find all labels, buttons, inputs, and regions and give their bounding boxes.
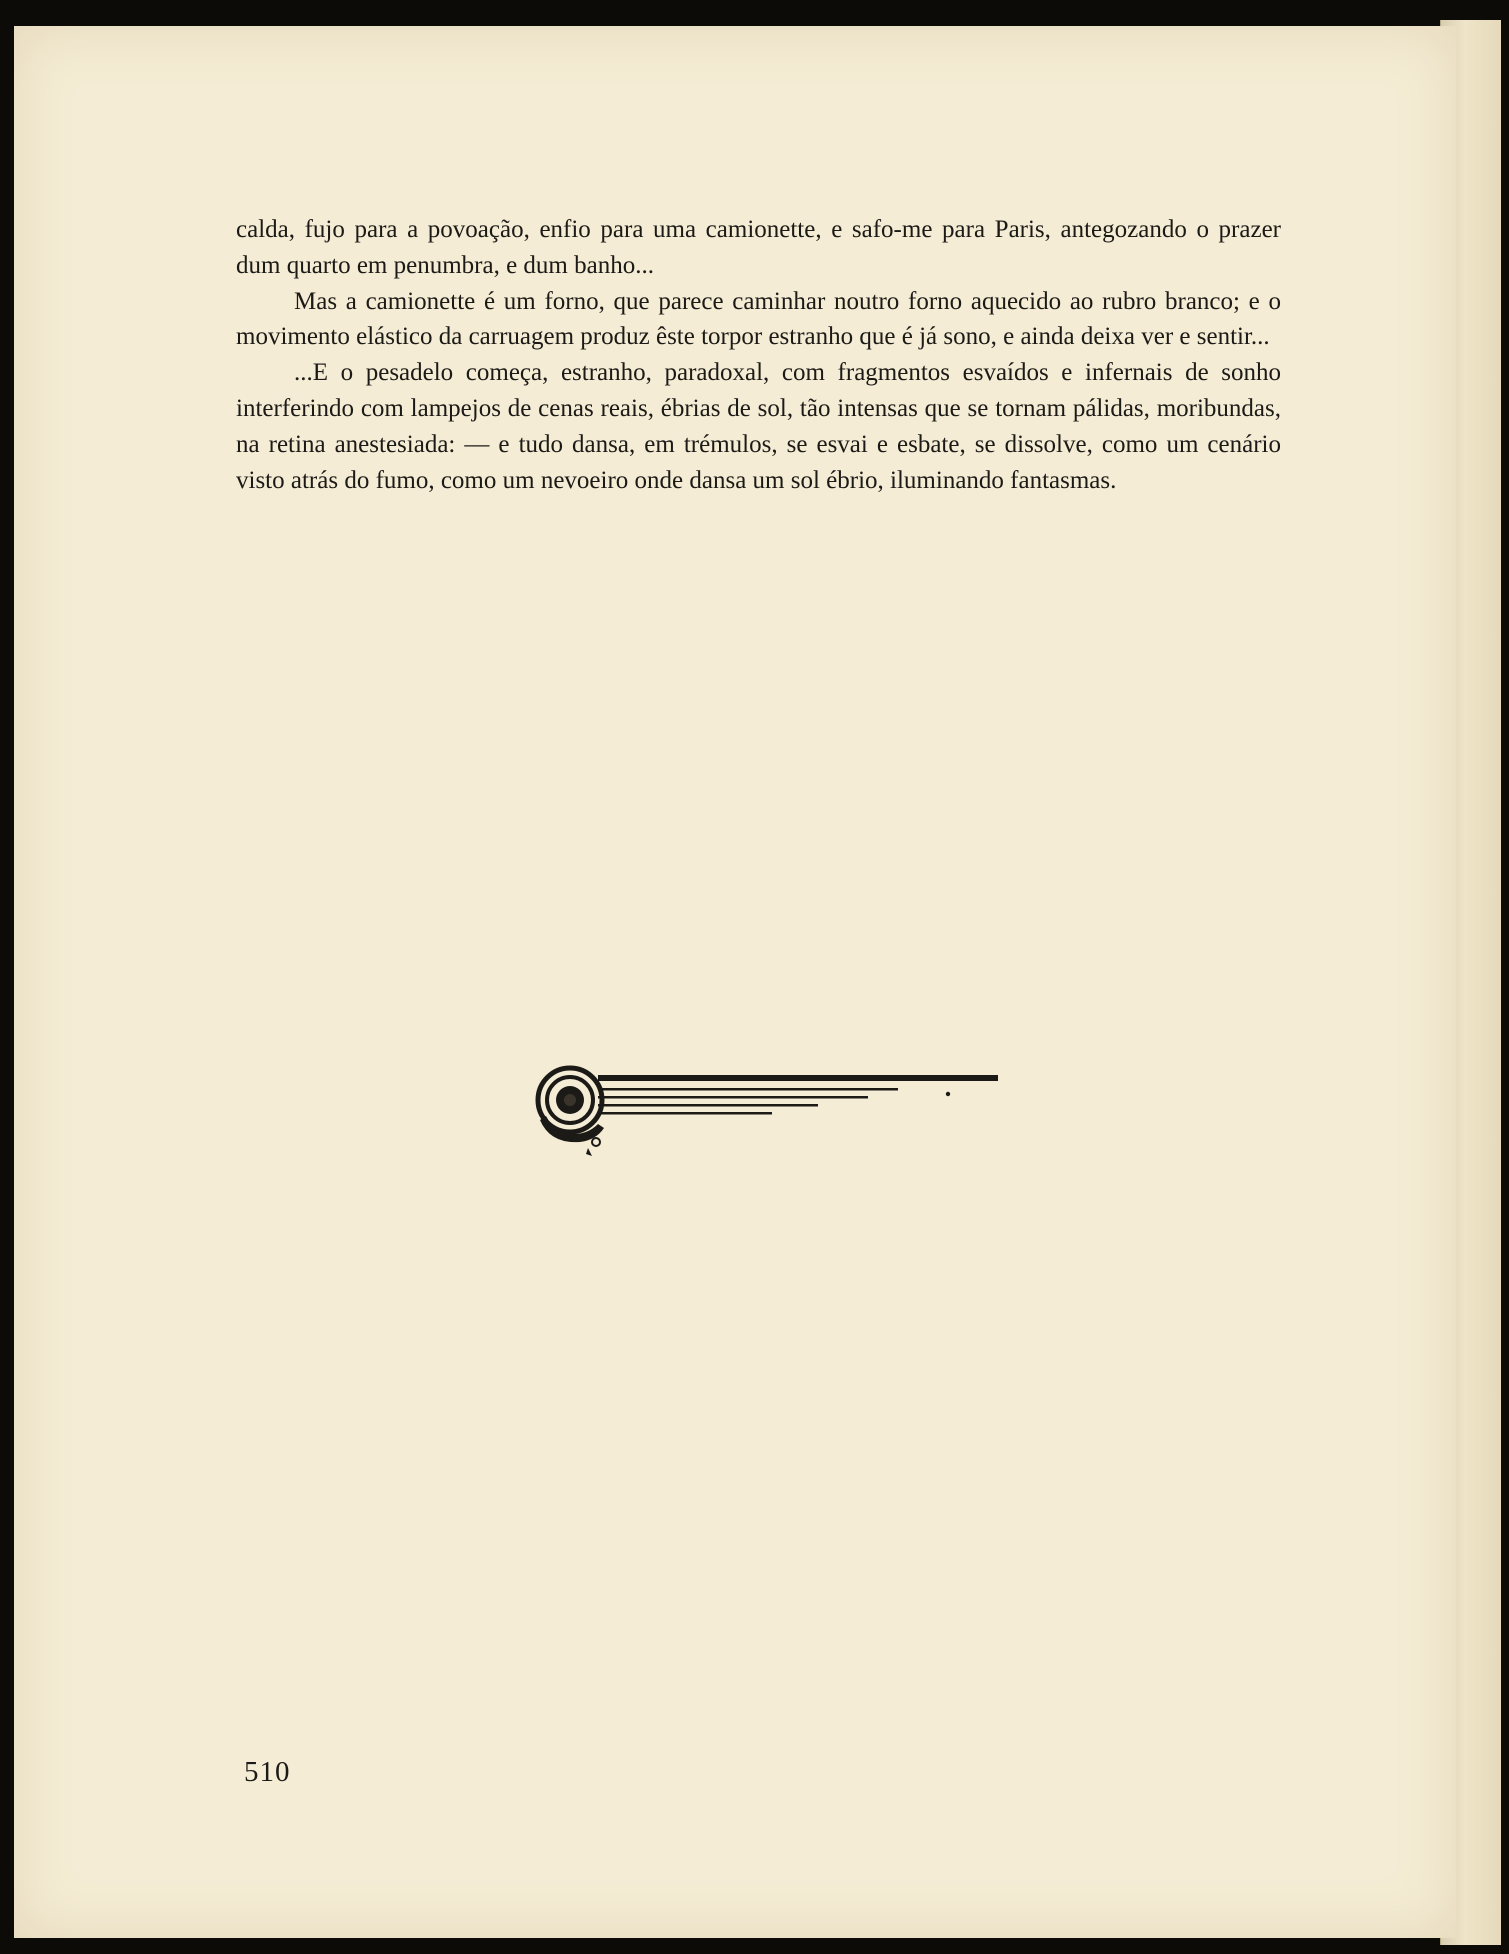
paragraph-2: Mas a camionette é um forno, que parece caminhar noutro forno aquecido ao rubro branco; e o movimento elástico da carruagem produz êste torpor estranho que é já sono, e ainda deixa ver e sentir... <box>236 287 1281 351</box>
body-text <box>236 212 1281 498</box>
page-number: 510 <box>244 1756 291 1788</box>
paragraph-1: calda, fujo para a povoação, enfio para uma camionette, e safo-me para Paris, antegozando o prazer dum quarto em penumbra, e dum banho... <box>236 216 1281 279</box>
printer-ornament-icon <box>528 1062 1004 1172</box>
paragraph-3: ...E o pesadelo começa, estranho, paradoxal, com fragmentos esvaídos e infernais de sonho interferindo com lampejos de cenas reais, ébrias de sol, tão intensas que se tornam pálidas, moribundas, na retina anestesiada: — e tudo dansa, em trémulos, se esvai e esbate, se dissolve, como um cenário visto atrás do fumo, como um nevoeiro onde dansa um sol ébrio, iluminando fantasmas. <box>236 359 1281 494</box>
